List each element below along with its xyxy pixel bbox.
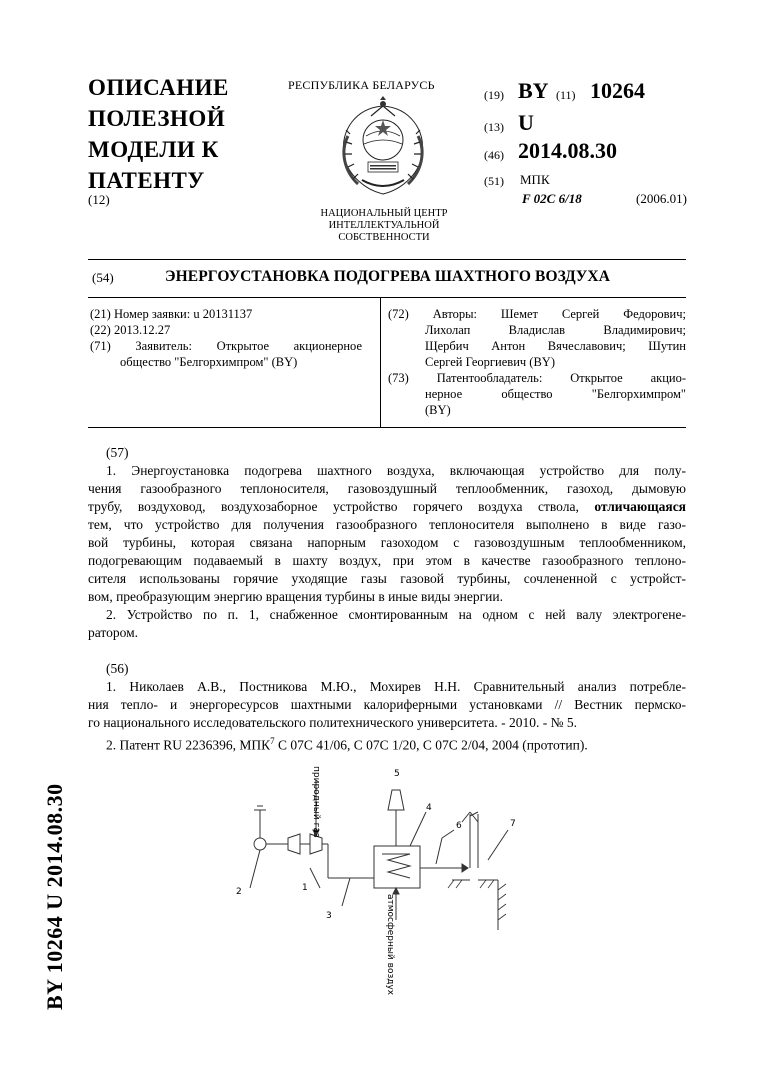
application-number: (21) Номер заявки: u 20131137: [90, 307, 253, 321]
diagram-number-6: 6: [456, 821, 462, 831]
claim1-line5: вой турбины, которая связана напорным газоходом с газовоздушным теплообменником,: [88, 535, 686, 550]
code-13: (13): [484, 120, 504, 134]
republic-name: РЕСПУБЛИКА БЕЛАРУСЬ: [288, 78, 435, 92]
diagram-label-gas: природный газ: [311, 766, 321, 838]
national-center-name: [300, 208, 468, 244]
diagram-number-4: 4: [426, 803, 432, 813]
rule-bottom: [88, 427, 686, 428]
bib-left: [90, 306, 362, 370]
applicant-line1: (71) Заявитель: Открытое акционерное: [90, 339, 362, 353]
rule-vertical: [380, 297, 381, 427]
owner-line2: нерное общество "Белгорхимпром": [425, 387, 686, 401]
references-section: [88, 660, 686, 755]
code-11: (11): [556, 88, 576, 102]
side-document-id: BY 10264 U 2014.08.30: [42, 783, 67, 1010]
claim2-line1: 2. Устройство по п. 1, снабженное смонтированным на одном с ней валу электрогене-: [106, 607, 686, 622]
ipc-version: (2006.01): [636, 191, 687, 206]
claim1-line1: 1. Энергоустановка подогрева шахтного воздуха, включающая устройство для полу-: [106, 463, 686, 478]
country-code: BY: [518, 78, 549, 103]
office-line-1: НАЦИОНАЛЬНЫЙ ЦЕНТР: [320, 208, 448, 219]
document-type-title: [88, 72, 229, 196]
claim2-line2: ратором.: [88, 625, 139, 640]
title-line-3: МОДЕЛИ К: [88, 137, 219, 162]
ref2-text-a: 2. Патент RU 2236396, МПК: [106, 737, 271, 753]
claims-section: [88, 444, 686, 642]
claims-code: (57): [106, 445, 129, 460]
owner-line3: (BY): [425, 403, 451, 417]
office-line-3: СОБСТВЕННОСТИ: [338, 232, 430, 243]
code-51: (51): [484, 174, 504, 188]
owner-line1: (73) Патентообладатель: Открытое акцио-: [388, 371, 686, 385]
title-line-2: ПОЛЕЗНОЙ: [88, 106, 226, 131]
office-line-2: ИНТЕЛЛЕКТУАЛЬНОЙ: [328, 220, 440, 231]
claim1-line3: [88, 498, 686, 516]
diagram-number-3: 3: [326, 911, 332, 921]
claim1-line7: сителя использованы горячие уходящие газы газовой турбины, сочлененной с устройст-: [88, 571, 686, 586]
ipc-label: МПК: [520, 172, 550, 187]
diagram-number-5: 5: [394, 769, 400, 779]
ref1-line1: 1. Николаев А.В., Постникова М.Ю., Мохирев Н.Н. Сравнительный анализ потребле-: [106, 679, 686, 694]
authors-line2: Лихолап Владислав Владимирович;: [425, 323, 686, 337]
claim1-line3-text: трубу, воздуховод, воздухозаборное устройство горячего воздуха ствола,: [88, 499, 595, 514]
code-54: (54): [92, 270, 114, 285]
schematic-diagram: [230, 760, 550, 996]
diagram-number-2: 2: [236, 887, 242, 897]
title-line-1: ОПИСАНИЕ: [88, 75, 229, 100]
claim1-line8: вом, преобразующим энергию вращения турбины в иные виды энергии.: [88, 589, 503, 604]
patent-number: 10264: [590, 78, 645, 103]
claim1-line6: подогревающим подаваемый в шахту воздух, при этом в качестве газообразного теплоно-: [88, 553, 686, 568]
diagram-label-air: атмосферный воздух: [385, 894, 395, 996]
code-19: (19): [484, 88, 504, 102]
publication-date: 2014.08.30: [518, 138, 617, 163]
filing-date: (22) 2013.12.27: [90, 323, 171, 337]
code-12: (12): [88, 192, 110, 207]
rule-title: [88, 297, 686, 298]
ref2-text-b: С 07С 41/06, С 07С 1/20, С 07С 2/04, 2004 (прототип).: [274, 737, 588, 753]
rule-top: [88, 259, 686, 260]
code-46: (46): [484, 148, 504, 162]
authors-line4: Сергей Георгиевич (BY): [425, 355, 555, 369]
claim1-line2: чения газообразного теплоносителя, газовоздушный теплообменник, газоход, дымовую: [88, 481, 686, 496]
authors-line1: (72) Авторы: Шемет Сергей Федорович;: [388, 307, 686, 321]
emblem-icon: [326, 96, 440, 200]
ref2-superscript: 7: [270, 736, 275, 746]
references-code: (56): [106, 661, 129, 676]
bib-right: [388, 306, 686, 418]
diagram-number-1: 1: [302, 883, 308, 893]
diagram-number-7: 7: [510, 819, 516, 829]
ipc-class: F 02C 6/18: [522, 191, 582, 206]
claim1-line4: тем, что устройство для получения газообразного теплоносителя выполнено в виде газо-: [88, 517, 686, 532]
ref2-line: [88, 732, 686, 755]
ref1-line2: ния тепло- и энергоресурсов шахтными калориферными установками // Вестник пермско-: [88, 697, 686, 712]
claim1-distinguishing-word: отличающаяся: [594, 499, 686, 514]
kind-code: U: [518, 110, 534, 135]
ref1-line3: го национального исследовательского политехнического университета. - 2010. - № 5.: [88, 715, 577, 730]
authors-line3: Щербич Антон Вячеславович; Шутин: [425, 339, 686, 353]
title-line-4: ПАТЕНТУ: [88, 168, 205, 193]
invention-title: ЭНЕРГОУСТАНОВКА ПОДОГРЕВА ШАХТНОГО ВОЗДУХА: [165, 268, 610, 285]
applicant-line2: общество "Белгорхимпром" (BY): [120, 355, 298, 369]
